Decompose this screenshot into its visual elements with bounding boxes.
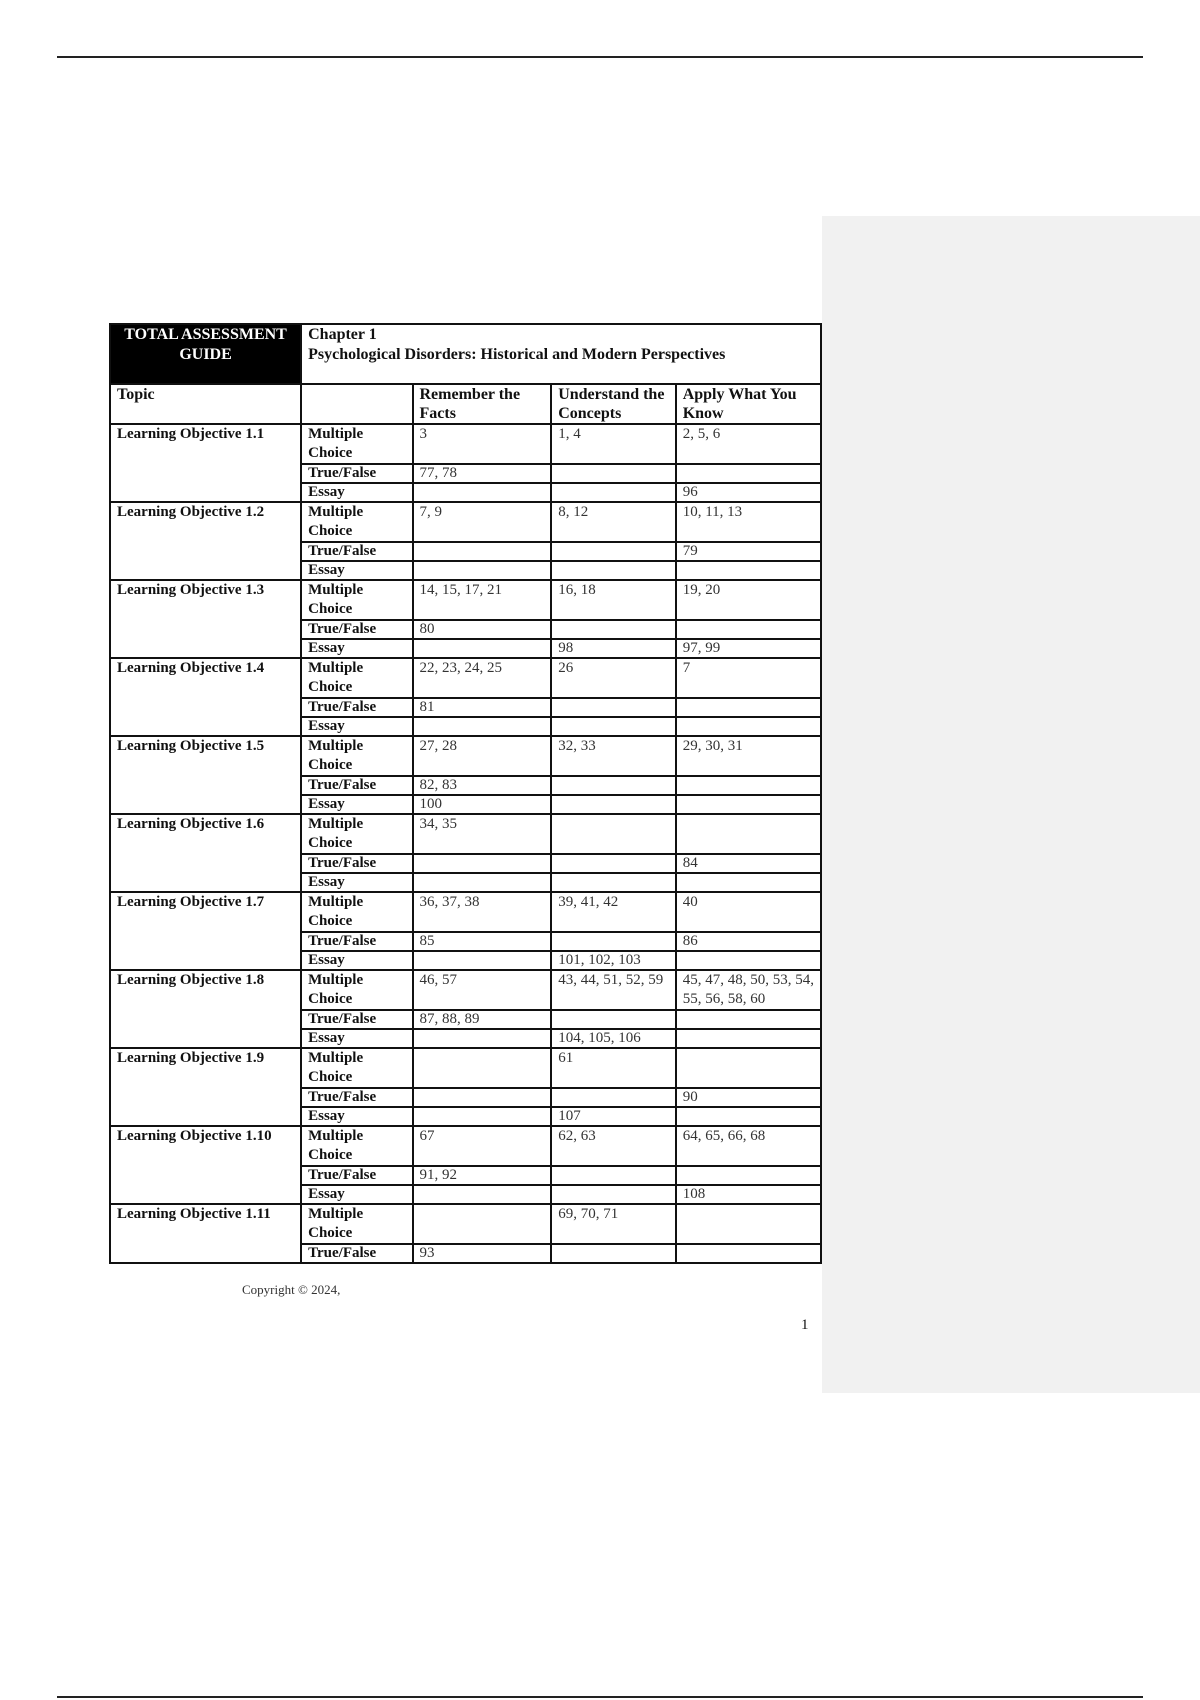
question-type-cell: Essay [301,1107,412,1126]
table-row [110,424,821,464]
apply-cell [676,1048,821,1088]
chapter-label: Chapter 1 [308,326,377,343]
apply-cell [676,951,821,970]
question-type-cell: True/False [301,1166,412,1185]
table-row [110,814,821,854]
apply-cell [676,776,821,795]
understand-cell: 101, 102, 103 [551,951,676,970]
question-type-cell: True/False [301,1244,412,1263]
apply-cell: 29, 30, 31 [676,736,821,776]
apply-cell: 84 [676,854,821,873]
question-type-cell: Multiple Choice [301,502,412,542]
learning-objective-label: Learning Objective 1.1 [110,424,301,502]
understand-cell [551,873,676,892]
apply-cell: 19, 20 [676,580,821,620]
learning-objective-label: Learning Objective 1.2 [110,502,301,580]
learning-objective-label: Learning Objective 1.6 [110,814,301,892]
understand-cell: 39, 41, 42 [551,892,676,932]
question-type-cell: True/False [301,464,412,483]
remember-cell: 22, 23, 24, 25 [413,658,552,698]
apply-cell [676,1166,821,1185]
table-row [110,1048,821,1088]
remember-cell: 93 [413,1244,552,1263]
question-type-cell: True/False [301,932,412,951]
apply-cell [676,1107,821,1126]
remember-cell: 7, 9 [413,502,552,542]
question-type-cell: True/False [301,542,412,561]
remember-cell [413,717,552,736]
remember-cell: 36, 37, 38 [413,892,552,932]
question-type-cell: Multiple Choice [301,892,412,932]
question-type-cell: Essay [301,1029,412,1048]
remember-cell: 14, 15, 17, 21 [413,580,552,620]
understand-cell [551,1244,676,1263]
apply-cell [676,1204,821,1244]
question-type-cell: Essay [301,873,412,892]
table-row [110,736,821,776]
remember-cell [413,1107,552,1126]
understand-cell [551,1166,676,1185]
apply-cell [676,1244,821,1263]
understand-cell: 69, 70, 71 [551,1204,676,1244]
question-type-cell: Essay [301,951,412,970]
question-type-cell: Multiple Choice [301,736,412,776]
apply-cell [676,814,821,854]
question-type-cell: Multiple Choice [301,970,412,1010]
apply-cell: 7 [676,658,821,698]
question-type-cell: Multiple Choice [301,658,412,698]
remember-cell: 80 [413,620,552,639]
remember-cell: 46, 57 [413,970,552,1010]
apply-cell [676,1010,821,1029]
footer-rule [57,1696,1143,1698]
learning-objective-label: Learning Objective 1.4 [110,658,301,736]
apply-cell: 108 [676,1185,821,1204]
remember-cell [413,483,552,502]
table-row [110,892,821,932]
learning-objective-label: Learning Objective 1.7 [110,892,301,970]
understand-cell: 104, 105, 106 [551,1029,676,1048]
apply-cell [676,620,821,639]
chapter-title-cell [301,324,821,384]
understand-cell [551,814,676,854]
remember-cell [413,639,552,658]
apply-cell [676,873,821,892]
understand-cell [551,698,676,717]
remember-cell: 87, 88, 89 [413,1010,552,1029]
question-type-cell: Multiple Choice [301,1204,412,1244]
header-apply: Apply What You Know [676,384,821,424]
header-question-type [301,384,412,424]
remember-cell [413,873,552,892]
apply-cell: 45, 47, 48, 50, 53, 54, 55, 56, 58, 60 [676,970,821,1010]
understand-cell: 98 [551,639,676,658]
header-remember: Remember the Facts [413,384,552,424]
question-type-cell: Multiple Choice [301,814,412,854]
remember-cell: 77, 78 [413,464,552,483]
remember-cell [413,1204,552,1244]
understand-cell: 62, 63 [551,1126,676,1166]
table-row [110,1204,821,1244]
apply-cell [676,795,821,814]
remember-cell: 85 [413,932,552,951]
understand-cell [551,932,676,951]
apply-cell [676,717,821,736]
remember-cell: 100 [413,795,552,814]
understand-cell: 43, 44, 51, 52, 59 [551,970,676,1010]
remember-cell: 91, 92 [413,1166,552,1185]
understand-cell [551,542,676,561]
remember-cell [413,561,552,580]
chapter-title: Psychological Disorders: Historical and Modern Perspectives [308,346,726,363]
remember-cell: 34, 35 [413,814,552,854]
apply-cell: 90 [676,1088,821,1107]
understand-cell [551,717,676,736]
remember-cell [413,1029,552,1048]
understand-cell: 16, 18 [551,580,676,620]
remember-cell [413,951,552,970]
understand-cell: 1, 4 [551,424,676,464]
column-header-row [110,384,821,424]
assessment-guide-table [109,323,822,1264]
question-type-cell: True/False [301,1010,412,1029]
apply-cell: 10, 11, 13 [676,502,821,542]
understand-cell: 32, 33 [551,736,676,776]
header-rule [57,56,1143,58]
table-row [110,580,821,620]
table-row [110,658,821,698]
remember-cell [413,1185,552,1204]
learning-objective-label: Learning Objective 1.11 [110,1204,301,1263]
remember-cell [413,1048,552,1088]
apply-cell: 2, 5, 6 [676,424,821,464]
understand-cell [551,561,676,580]
understand-cell: 107 [551,1107,676,1126]
question-type-cell: True/False [301,698,412,717]
learning-objective-label: Learning Objective 1.9 [110,1048,301,1126]
remember-cell [413,1088,552,1107]
question-type-cell: Essay [301,1185,412,1204]
remember-cell: 27, 28 [413,736,552,776]
apply-cell: 64, 65, 66, 68 [676,1126,821,1166]
apply-cell: 86 [676,932,821,951]
apply-cell: 79 [676,542,821,561]
understand-cell [551,620,676,639]
understand-cell [551,776,676,795]
learning-objective-label: Learning Objective 1.5 [110,736,301,814]
learning-objective-label: Learning Objective 1.10 [110,1126,301,1204]
apply-cell: 96 [676,483,821,502]
table-row [110,970,821,1010]
understand-cell: 8, 12 [551,502,676,542]
question-type-cell: Essay [301,561,412,580]
question-type-cell: True/False [301,776,412,795]
question-type-cell: Essay [301,483,412,502]
apply-cell [676,1029,821,1048]
remember-cell [413,542,552,561]
understand-cell [551,1185,676,1204]
apply-cell: 97, 99 [676,639,821,658]
question-type-cell: Multiple Choice [301,424,412,464]
remember-cell: 81 [413,698,552,717]
understand-cell [551,854,676,873]
learning-objective-label: Learning Objective 1.8 [110,970,301,1048]
question-type-cell: Multiple Choice [301,1126,412,1166]
guide-title-cell: TOTAL ASSESSMENT GUIDE [110,324,301,384]
remember-cell: 82, 83 [413,776,552,795]
apply-cell [676,464,821,483]
question-type-cell: Essay [301,717,412,736]
header-understand: Understand the Concepts [551,384,676,424]
title-row [110,324,821,384]
table-row [110,1126,821,1166]
question-type-cell: True/False [301,854,412,873]
understand-cell: 26 [551,658,676,698]
remember-cell: 3 [413,424,552,464]
understand-cell [551,795,676,814]
remember-cell [413,854,552,873]
learning-objective-label: Learning Objective 1.3 [110,580,301,658]
table-row [110,502,821,542]
understand-cell [551,464,676,483]
understand-cell: 61 [551,1048,676,1088]
understand-cell [551,1088,676,1107]
question-type-cell: True/False [301,620,412,639]
question-type-cell: Essay [301,795,412,814]
question-type-cell: Multiple Choice [301,580,412,620]
question-type-cell: Multiple Choice [301,1048,412,1088]
page-number: 1 [801,1317,809,1333]
header-topic: Topic [110,384,301,424]
copyright-text: Copyright © 2024, [242,1282,341,1297]
apply-cell [676,561,821,580]
apply-cell [676,698,821,717]
remember-cell: 67 [413,1126,552,1166]
apply-cell: 40 [676,892,821,932]
understand-cell [551,1010,676,1029]
comment-margin-pane [822,216,1200,1393]
question-type-cell: Essay [301,639,412,658]
question-type-cell: True/False [301,1088,412,1107]
understand-cell [551,483,676,502]
